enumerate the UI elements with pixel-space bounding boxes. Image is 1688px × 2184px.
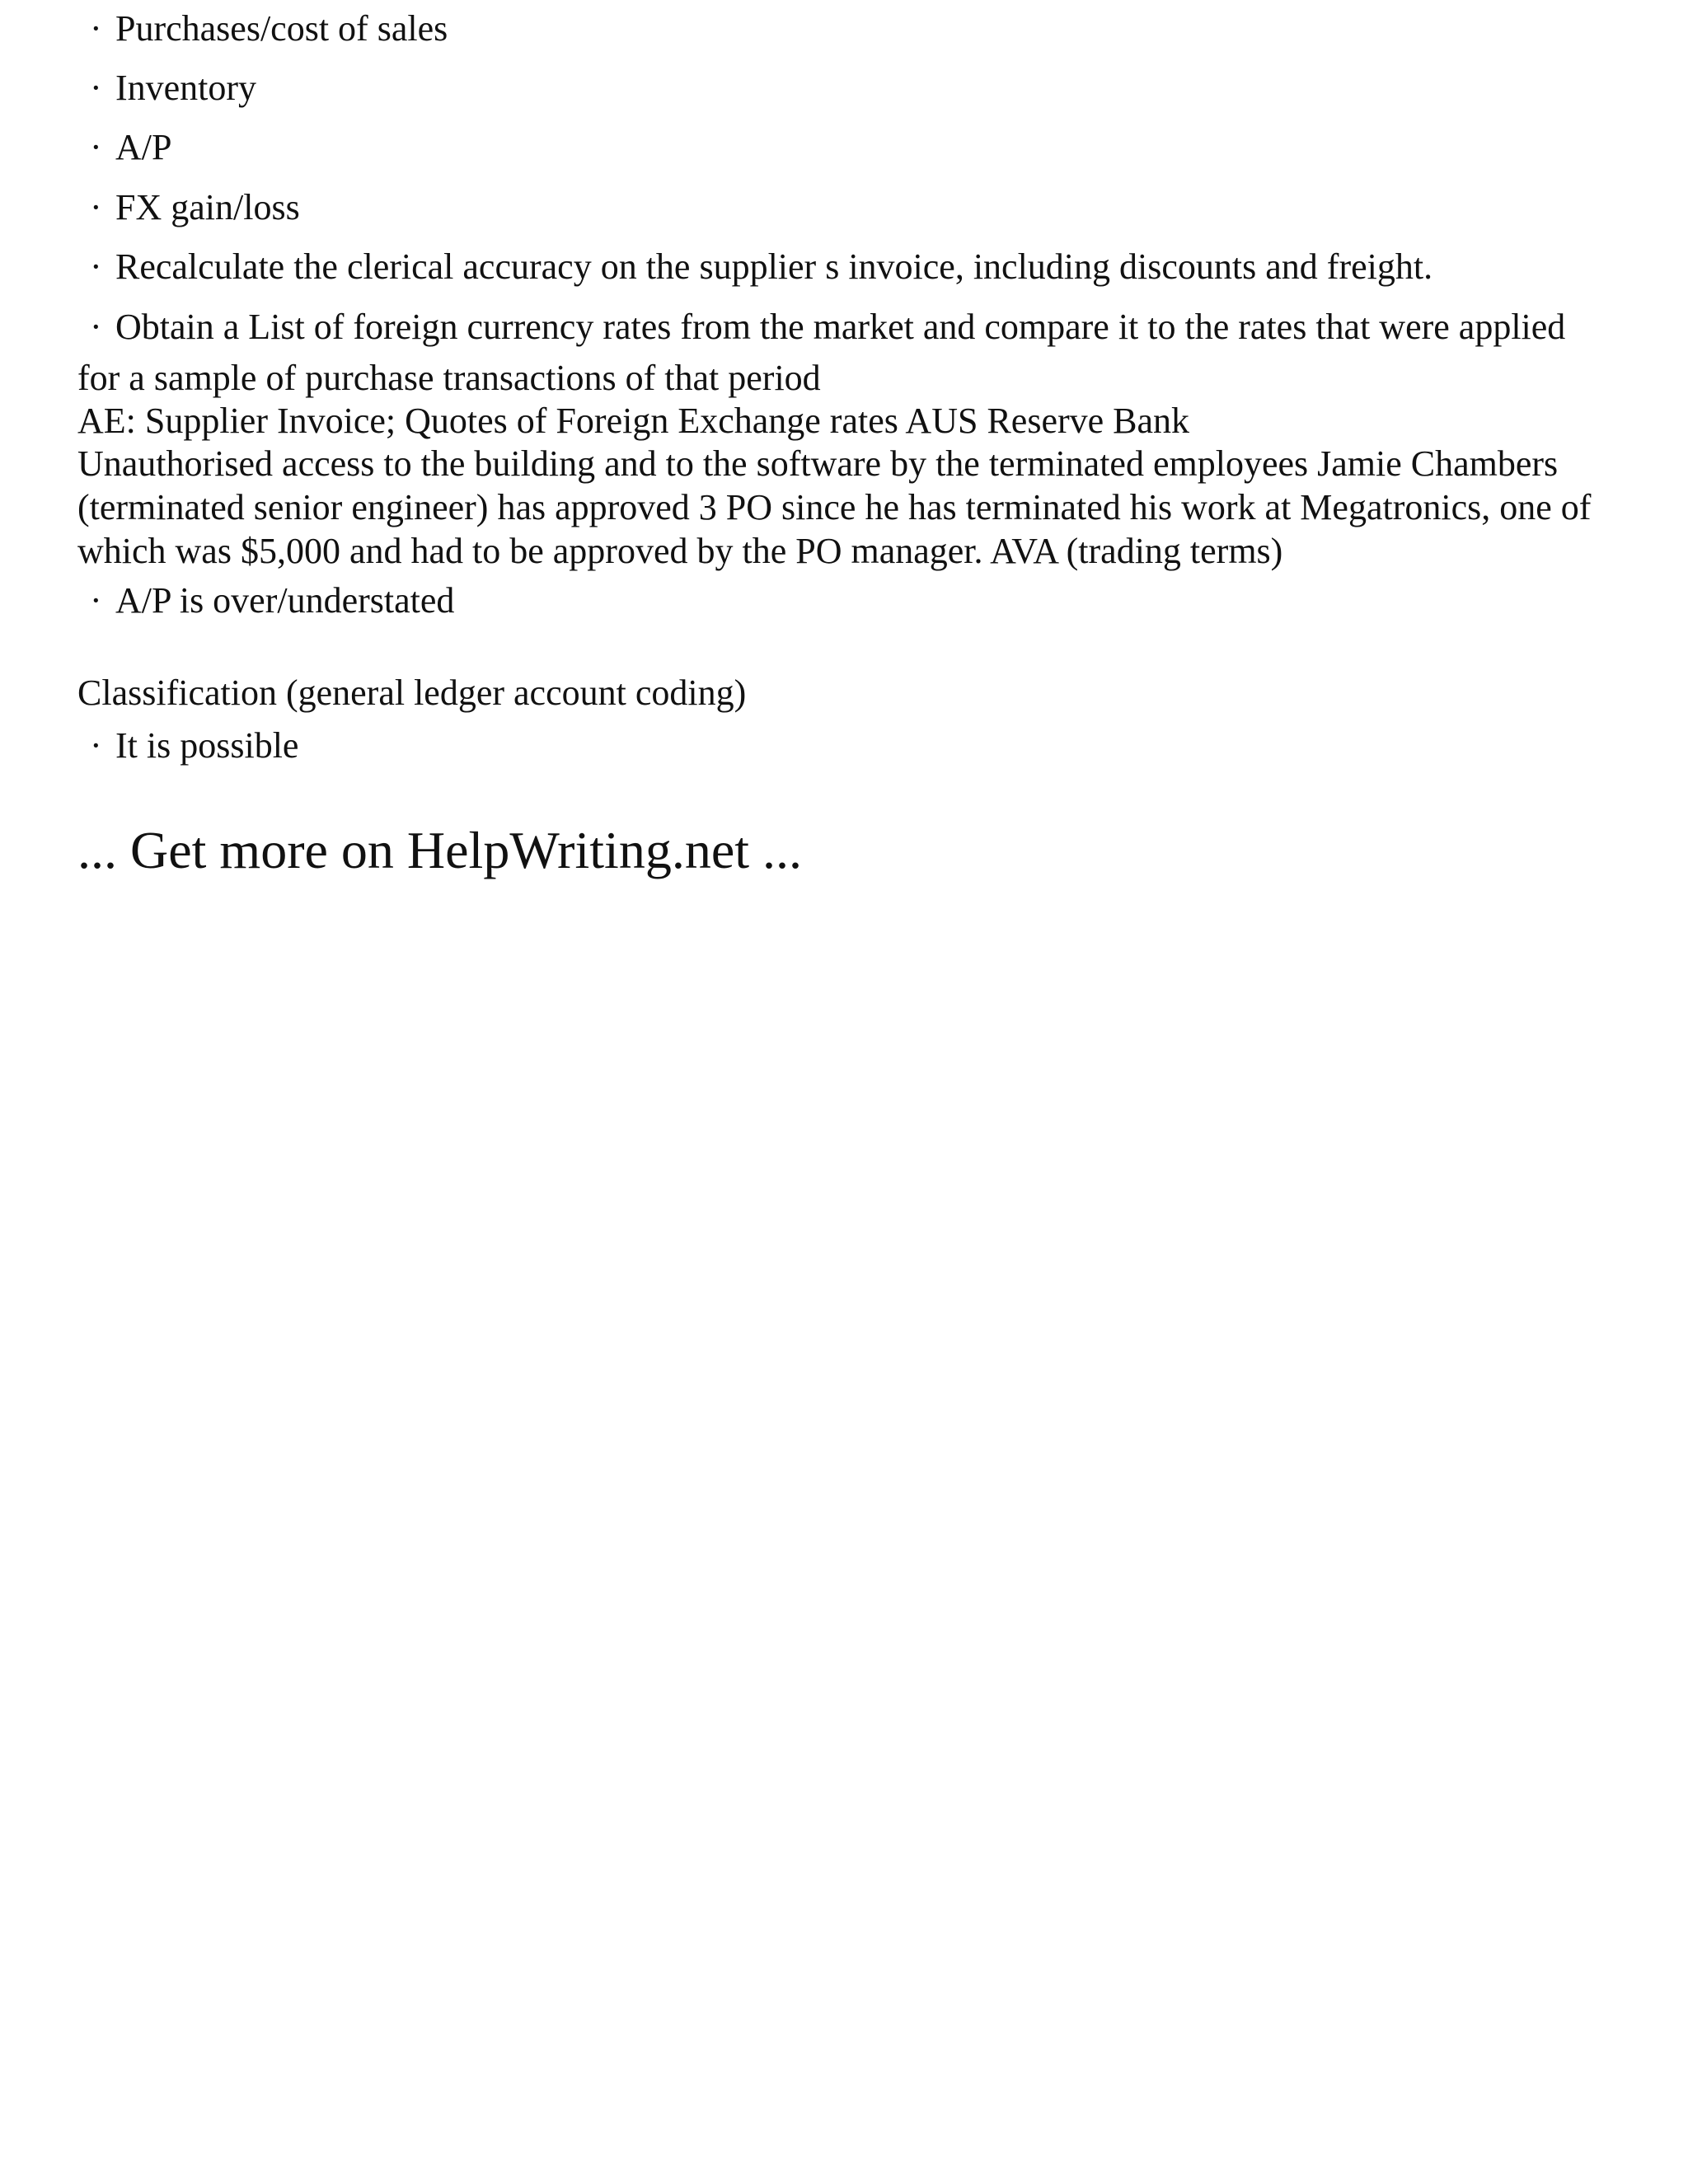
paragraph-continuation: for a sample of purchase transactions of that period <box>77 358 821 398</box>
bullet-item <box>77 305 1665 349</box>
bullet-text: Obtain a List of foreign currency rates from the market and compare it to the rates that were applied <box>115 307 1566 347</box>
bullet-dot: · <box>90 580 102 621</box>
bullet-item <box>77 7 1665 50</box>
bullet-dot: · <box>90 725 102 766</box>
bullet-dot: · <box>90 68 102 108</box>
bullet-text: Purchases/cost of sales <box>115 8 448 49</box>
paragraph-unauthorised-access: Unauthorised access to the building and to the software by the terminated employees Jamie Chambers (terminated senior engineer) has approved 3 PO since he has terminated his work at Megatronics, one of which was $5,000 and had to be approved by the PO manager. AVA (trading terms) <box>77 443 1592 571</box>
bullet-dot: · <box>90 246 102 287</box>
bullet-item <box>77 245 1665 288</box>
bullet-item <box>77 66 1665 110</box>
bullet-item <box>77 579 1665 622</box>
bullet-dot: · <box>90 307 102 347</box>
bullet-text: It is possible <box>115 725 299 766</box>
bullet-item <box>77 125 1665 169</box>
bullet-text: A/P is over/understated <box>115 580 455 621</box>
get-more-link[interactable]: ... Get more on HelpWriting.net ... <box>77 821 802 879</box>
bullet-item <box>77 185 1665 229</box>
bullet-item <box>77 724 1665 767</box>
bullet-dot: · <box>90 8 102 49</box>
bullet-dot: · <box>90 187 102 227</box>
bullet-text: Recalculate the clerical accuracy on the supplier s invoice, including discounts and freight. <box>115 246 1433 287</box>
bullet-text: FX gain/loss <box>115 187 300 227</box>
bullet-text: A/P <box>115 127 172 167</box>
bullet-text: Inventory <box>115 68 257 108</box>
paragraph-audit-evidence: AE: Supplier Invoice; Quotes of Foreign Exchange rates AUS Reserve Bank <box>77 401 1190 441</box>
bullet-dot: · <box>90 127 102 167</box>
section-heading-classification: Classification (general ledger account coding) <box>77 673 747 713</box>
